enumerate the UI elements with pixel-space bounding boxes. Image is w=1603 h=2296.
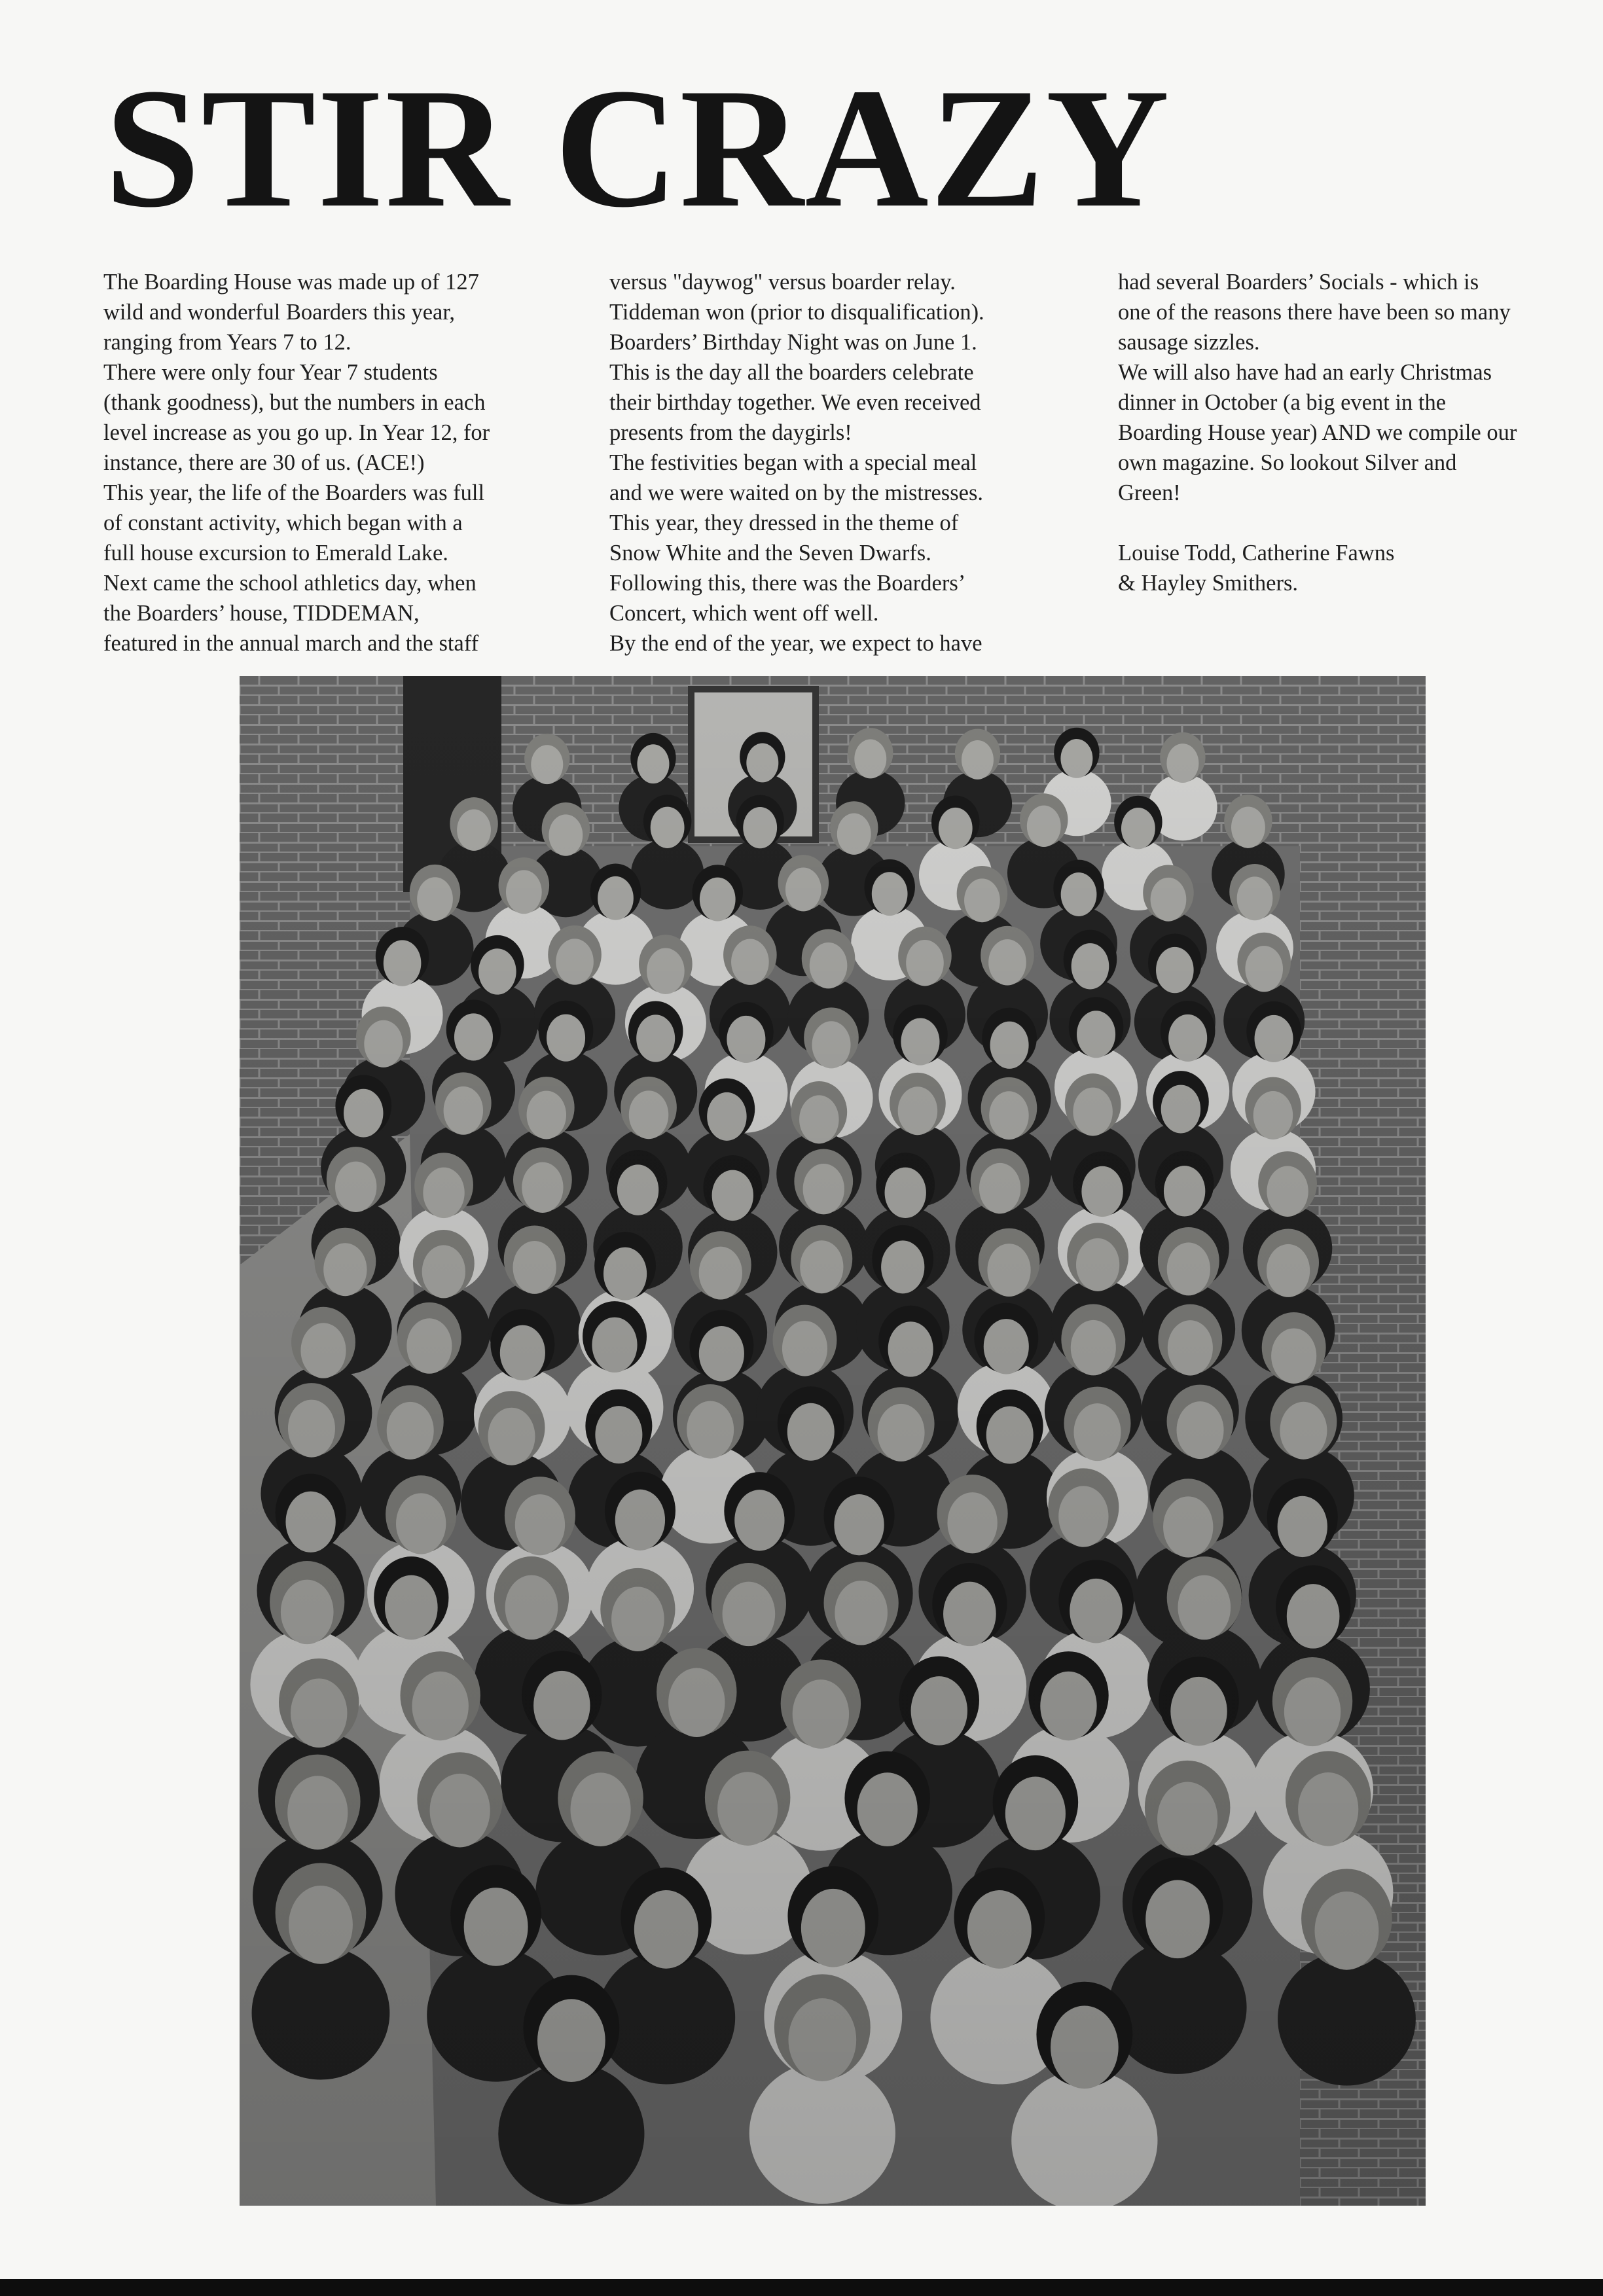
column-1-line-5: (thank goodness), but the numbers in each [103, 390, 486, 415]
column-2-line-12: Concert, which went off well. [609, 601, 879, 626]
column-2-line-10: Snow White and the Seven Dwarfs. [609, 541, 931, 565]
column-3-line-4: We will also have had an early Christmas [1118, 360, 1492, 385]
article-column-2 [609, 267, 1054, 658]
column-1-line-11: Next came the school athletics day, when [103, 571, 477, 596]
column-2-line-8: and we were waited on by the mistresses. [609, 480, 984, 505]
column-1-line-2: wild and wonderful Boarders this year, [103, 300, 456, 325]
page-bottom-rule [0, 2279, 1603, 2296]
byline-spacer [1118, 508, 1563, 538]
column-1-line-10: full house excursion to Emerald Lake. [103, 541, 448, 565]
column-2-line-3: Boarders’ Birthday Night was on June 1. [609, 330, 977, 355]
column-1-line-3: ranging from Years 7 to 12. [103, 330, 351, 355]
column-3-line-3: sausage sizzles. [1118, 330, 1260, 355]
column-2-line-7: The festivities began with a special meal [609, 450, 977, 475]
article-column-1 [103, 267, 549, 658]
column-2-line-5: their birthday together. We even received [609, 390, 981, 415]
group-photo-illustration [240, 676, 1426, 2206]
article-column-3 [1118, 267, 1563, 598]
byline-line-1: Louise Todd, Catherine Fawns [1118, 541, 1395, 565]
page-title: STIR CRAZY [105, 53, 1171, 243]
group-photo [240, 676, 1426, 2206]
photo-shading [240, 676, 1426, 2206]
article-body [103, 267, 1576, 666]
column-3-line-5: dinner in October (a big event in the [1118, 390, 1447, 415]
column-2-line-11: Following this, there was the Boarders’ [609, 571, 966, 596]
column-2-line-6: presents from the daygirls! [609, 420, 852, 445]
column-1-line-1: The Boarding House was made up of 127 [103, 270, 479, 295]
column-1-line-12: the Boarders’ house, TIDDEMAN, [103, 601, 420, 626]
column-3-line-8: Green! [1118, 480, 1181, 505]
column-1-line-8: This year, the life of the Boarders was full [103, 480, 485, 505]
byline-line-2: & Hayley Smithers. [1118, 571, 1299, 596]
column-2-line-4: This is the day all the boarders celebrate [609, 360, 974, 385]
column-1-line-6: level increase as you go up. In Year 12, for [103, 420, 490, 445]
column-3-line-7: own magazine. So lookout Silver and [1118, 450, 1457, 475]
column-3-line-2: one of the reasons there have been so many [1118, 300, 1511, 325]
column-1-line-13: featured in the annual march and the staff [103, 631, 479, 656]
column-1-line-7: instance, there are 30 of us. (ACE!) [103, 450, 425, 475]
column-2-line-2: Tiddeman won (prior to disqualification). [609, 300, 984, 325]
column-1-line-9: of constant activity, which began with a [103, 511, 463, 535]
column-3-line-1: had several Boarders’ Socials - which is [1118, 270, 1479, 295]
column-1-line-4: There were only four Year 7 students [103, 360, 438, 385]
column-2-line-9: This year, they dressed in the theme of [609, 511, 959, 535]
column-3-line-6: Boarding House year) AND we compile our [1118, 420, 1517, 445]
column-2-line-13: By the end of the year, we expect to have [609, 631, 982, 656]
column-2-line-1: versus "daywog" versus boarder relay. [609, 270, 956, 295]
